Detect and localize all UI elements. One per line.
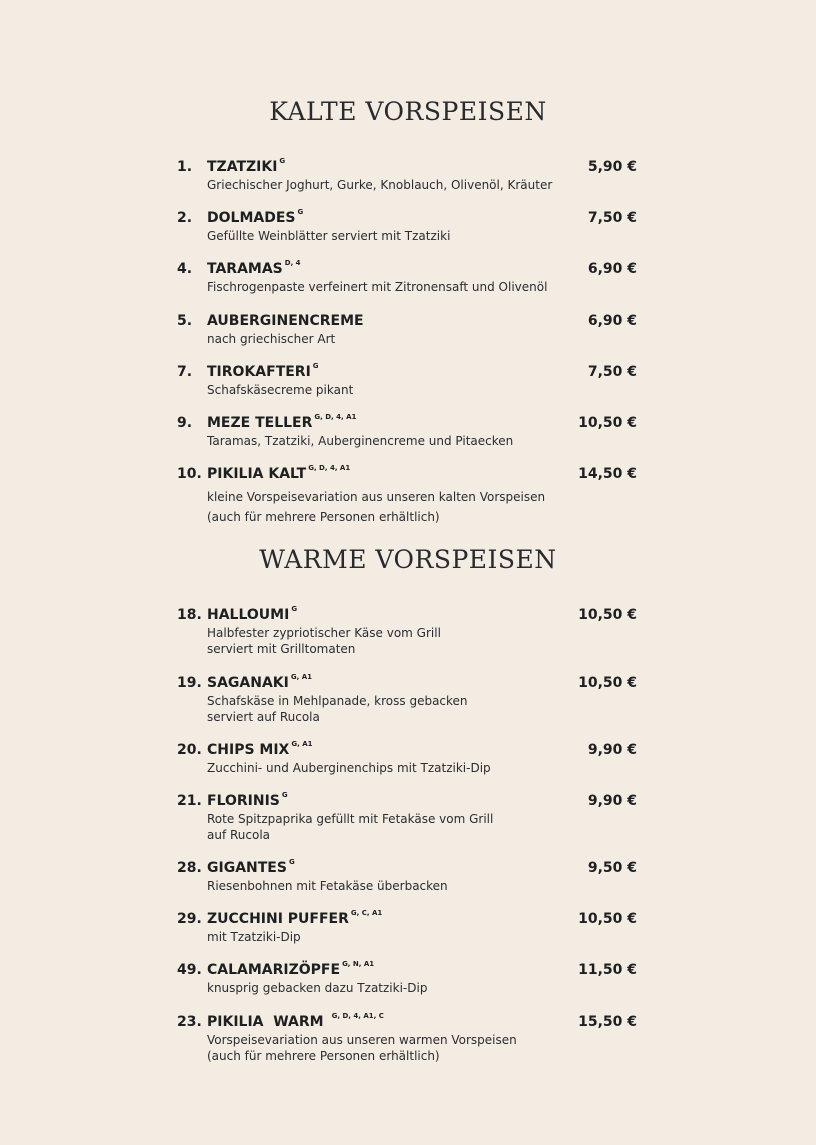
- item-allergens: G, A1: [291, 740, 313, 748]
- item-number: 5.: [177, 313, 193, 329]
- item-allergens: G, D, 4, A1, C: [331, 1012, 384, 1020]
- item-name: TARAMAS $^{D, 4}$: [207, 259, 301, 277]
- item-price: 6,90 €: [587, 261, 637, 277]
- item-description: Zucchini- und Auberginenchips mit Tzatziki-Dip: [207, 761, 491, 775]
- item-name: SAGANAKI $^{G, A1}$: [207, 673, 312, 691]
- item-number: 21.: [177, 793, 202, 809]
- item-description: nach griechischer Art: [207, 332, 336, 346]
- item-price: 6,90 €: [587, 313, 637, 329]
- item-allergens: G, C, A1: [350, 909, 383, 917]
- item-description: Vorspeisevariation aus unseren warmen Vorspeisen (auch für mehrere Personen erhältlich): [207, 1033, 517, 1063]
- item-number: 49.: [177, 962, 202, 978]
- item-description: Taramas, Tzatziki, Auberginencreme und Pitaecken: [207, 434, 514, 448]
- item-price: 11,50 €: [578, 962, 637, 978]
- item-allergens: G: [281, 791, 288, 799]
- item-number: 19.: [177, 675, 202, 691]
- item-description: Fischrogenpaste verfeinert mit Zitronensaft und Olivenöl: [207, 280, 548, 294]
- item-allergens: G: [312, 362, 319, 370]
- item-price: 10,50 €: [578, 415, 637, 431]
- item-price: 9,90 €: [587, 742, 637, 758]
- item-price: 9,50 €: [587, 860, 637, 876]
- item-name: GIGANTES $^G$: [207, 858, 295, 876]
- item-description: Halbfester zypriotischer Käse vom Grill serviert mit Grilltomaten: [207, 626, 441, 656]
- item-name: ZUCCHINI PUFFER $^{G, C, A1}$: [207, 909, 383, 927]
- item-description: Riesenbohnen mit Fetakäse überbacken: [207, 879, 448, 893]
- section-title-kalte-vorspeisen: KALTE VORSPEISEN: [269, 97, 547, 126]
- item-price: 14,50 €: [578, 466, 637, 482]
- item-price: 10,50 €: [578, 675, 637, 691]
- item-description: Schafskäsecreme pikant: [207, 383, 354, 397]
- item-number: 9.: [177, 415, 193, 431]
- item-price: 7,50 €: [587, 210, 637, 226]
- item-allergens: G, D, 4, A1: [308, 464, 351, 472]
- item-price: 10,50 €: [578, 911, 637, 927]
- item-name: CALAMARIZÖPFE $^{G, N, A1}$: [207, 960, 375, 978]
- item-allergens: G: [291, 605, 298, 613]
- item-price: 15,50 €: [578, 1014, 637, 1030]
- section-title-warme-vorspeisen: WARME VORSPEISEN: [259, 545, 557, 574]
- item-allergens: G, D, 4, A1: [314, 413, 357, 421]
- item-allergens: G, A1: [290, 673, 312, 681]
- item-number: 2.: [177, 210, 193, 226]
- item-description: knusprig gebacken dazu Tzatziki-Dip: [207, 981, 428, 995]
- item-number: 29.: [177, 911, 202, 927]
- item-description: mit Tzatziki-Dip: [207, 930, 301, 944]
- item-description: Gefüllte Weinblätter serviert mit Tzatziki: [207, 229, 451, 243]
- item-description: Rote Spitzpaprika gefüllt mit Fetakäse vom Grill auf Rucola: [207, 812, 494, 842]
- item-number: 1.: [177, 159, 193, 175]
- item-description: Griechischer Joghurt, Gurke, Knoblauch, Olivenöl, Kräuter: [207, 178, 553, 192]
- item-number: 7.: [177, 364, 193, 380]
- item-name: DOLMADES $^G$: [207, 208, 304, 226]
- item-name: FLORINIS $^G$: [207, 791, 288, 809]
- item-price: 5,90 €: [587, 159, 637, 175]
- item-allergens: D, 4: [284, 259, 301, 267]
- item-number: 10.: [177, 466, 202, 482]
- item-allergens: G: [288, 858, 295, 866]
- item-name: PIKILIA WARM $^{G, D, 4, A1, C}$: [207, 1012, 384, 1030]
- item-name: CHIPS MIX $^{G, A1}$: [207, 740, 313, 758]
- item-price: 9,90 €: [587, 793, 637, 809]
- item-price: 7,50 €: [587, 364, 637, 380]
- item-description: kleine Vorspeisevariation aus unseren kalten Vorspeisen (auch für mehrere Personen erhältlich): [207, 490, 546, 524]
- item-name: MEZE TELLER $^{G, D, 4, A1}$: [207, 413, 357, 431]
- item-price: 10,50 €: [578, 607, 637, 623]
- item-number: 20.: [177, 742, 202, 758]
- item-name: HALLOUMI $^G$: [207, 605, 298, 623]
- item-name: TIROKAFTERI $^G$: [207, 362, 319, 380]
- item-description: Schafskäse in Mehlpanade, kross gebacken serviert auf Rucola: [207, 694, 468, 724]
- item-name: PIKILIA KALT $^{G, D, 4, A1}$: [207, 464, 351, 482]
- item-number: 28.: [177, 860, 202, 876]
- item-number: 18.: [177, 607, 202, 623]
- item-number: 4.: [177, 261, 193, 277]
- item-allergens: G: [279, 157, 286, 165]
- item-name: AUBERGINENCREME: [207, 313, 364, 329]
- item-name: TZATZIKI $^G$: [207, 157, 286, 175]
- item-allergens: G, N, A1: [342, 960, 375, 968]
- item-allergens: G: [297, 208, 304, 216]
- item-number: 23.: [177, 1014, 202, 1030]
